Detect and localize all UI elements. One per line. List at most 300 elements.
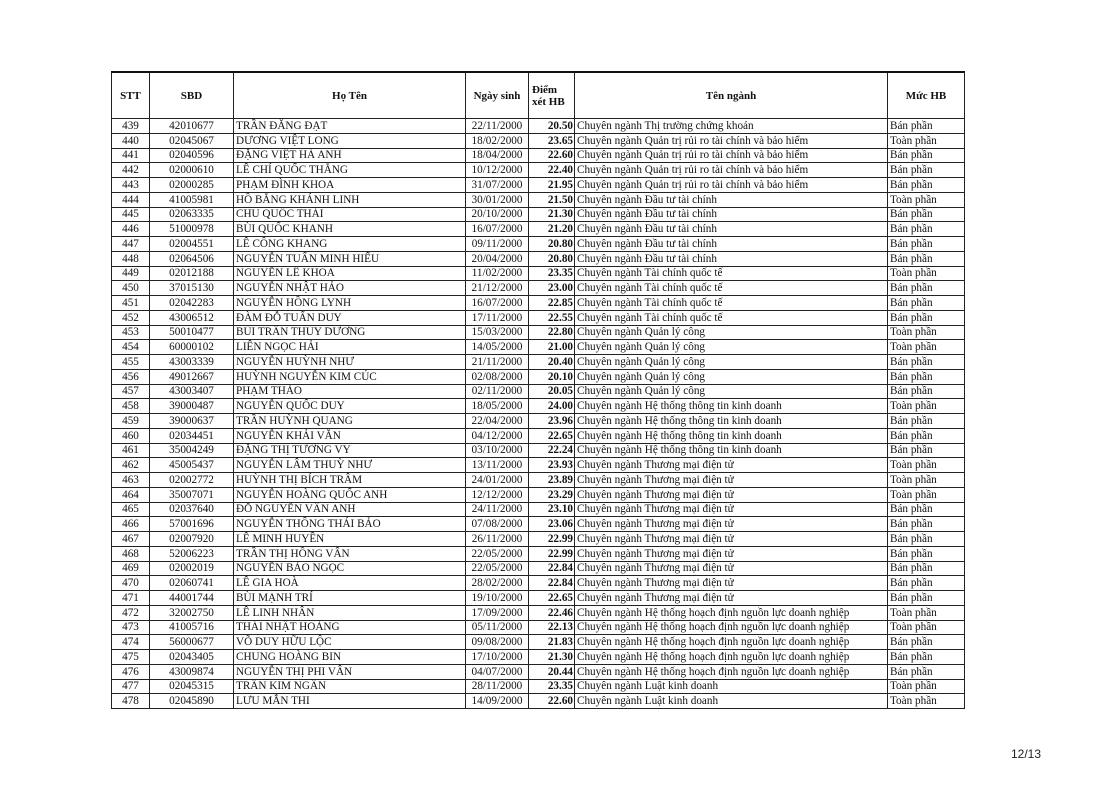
cell-ten-nganh: Chuyên ngành Thương mại điện tử: [575, 473, 888, 488]
cell-stt: 466: [112, 517, 150, 532]
table-row: [112, 119, 965, 134]
cell-muc-hb: Bán phần: [888, 664, 965, 679]
cell-sbd: 49012667: [150, 369, 234, 384]
cell-ngay-sinh: 10/12/2000: [466, 163, 529, 178]
cell-ten-nganh: Chuyên ngành Thương mại điện tử: [575, 576, 888, 591]
cell-stt: 451: [112, 296, 150, 311]
cell-ngay-sinh: 11/02/2000: [466, 266, 529, 281]
cell-ten-nganh: Chuyên ngành Luật kinh doanh: [575, 679, 888, 694]
cell-stt: 456: [112, 369, 150, 384]
cell-ngay-sinh: 15/03/2000: [466, 325, 529, 340]
cell-stt: 475: [112, 650, 150, 665]
cell-sbd: 44001744: [150, 591, 234, 606]
page-number: 12/13: [1011, 747, 1042, 761]
cell-muc-hb: Bán phần: [888, 650, 965, 665]
table-row: [112, 664, 965, 679]
cell-muc-hb: Bán phần: [888, 178, 965, 193]
cell-sbd: 02037640: [150, 502, 234, 517]
cell-sbd: 02042283: [150, 296, 234, 311]
cell-ngay-sinh: 13/11/2000: [466, 458, 529, 473]
cell-sbd: 02007920: [150, 532, 234, 547]
cell-stt: 474: [112, 635, 150, 650]
table-row: [112, 163, 965, 178]
cell-muc-hb: Bán phần: [888, 119, 965, 134]
table-row: [112, 428, 965, 443]
cell-ngay-sinh: 05/11/2000: [466, 620, 529, 635]
cell-muc-hb: Toàn phần: [888, 487, 965, 502]
cell-diem: 21.20: [529, 222, 575, 237]
cell-ngay-sinh: 24/01/2000: [466, 473, 529, 488]
cell-stt: 473: [112, 620, 150, 635]
table-row: [112, 192, 965, 207]
table-row: [112, 694, 965, 709]
cell-ten-nganh: Chuyên ngành Hệ thống hoạch định nguồn lực doanh nghiệp: [575, 650, 888, 665]
cell-ngay-sinh: 14/09/2000: [466, 694, 529, 709]
cell-stt: 444: [112, 192, 150, 207]
table-row: [112, 310, 965, 325]
cell-muc-hb: Toàn phần: [888, 325, 965, 340]
cell-ngay-sinh: 21/12/2000: [466, 281, 529, 296]
cell-ngay-sinh: 26/11/2000: [466, 532, 529, 547]
cell-ten-nganh: Chuyên ngành Quản lý công: [575, 355, 888, 370]
cell-ngay-sinh: 09/11/2000: [466, 237, 529, 252]
cell-ho-ten: HỒ BẰNG KHÁNH LINH: [234, 192, 466, 207]
cell-ten-nganh: Chuyên ngành Hệ thống hoạch định nguồn lực doanh nghiệp: [575, 605, 888, 620]
cell-ten-nganh: Chuyên ngành Thị trường chứng khoán: [575, 119, 888, 134]
cell-ngay-sinh: 21/11/2000: [466, 355, 529, 370]
cell-diem: 21.95: [529, 178, 575, 193]
cell-ngay-sinh: 16/07/2000: [466, 296, 529, 311]
cell-muc-hb: Bán phần: [888, 591, 965, 606]
cell-ten-nganh: Chuyên ngành Quản lý công: [575, 340, 888, 355]
cell-sbd: 43003407: [150, 384, 234, 399]
table-row: [112, 148, 965, 163]
cell-muc-hb: Bán phần: [888, 310, 965, 325]
cell-muc-hb: Bán phần: [888, 369, 965, 384]
table-row: [112, 532, 965, 547]
cell-ho-ten: TRẦN ĐĂNG ĐẠT: [234, 119, 466, 134]
cell-ho-ten: LÊ MINH HUYỀN: [234, 532, 466, 547]
cell-ten-nganh: Chuyên ngành Thương mại điện tử: [575, 591, 888, 606]
cell-muc-hb: Bán phần: [888, 546, 965, 561]
table-row: [112, 443, 965, 458]
cell-ngay-sinh: 22/11/2000: [466, 119, 529, 134]
header-ten-nganh: Tên ngành: [575, 72, 888, 119]
cell-ho-ten: NGUYỄN KHẢI VĂN: [234, 428, 466, 443]
cell-ho-ten: BÙI TRẦN THÙY DƯƠNG: [234, 325, 466, 340]
cell-ngay-sinh: 20/04/2000: [466, 251, 529, 266]
cell-muc-hb: Bán phần: [888, 428, 965, 443]
cell-ten-nganh: Chuyên ngành Quản trị rủi ro tài chính và bảo hiểm: [575, 178, 888, 193]
cell-ho-ten: NGUYỄN TUẤN MINH HIẾU: [234, 251, 466, 266]
cell-ho-ten: NGUYỄN HUỲNH NHƯ: [234, 355, 466, 370]
cell-ho-ten: HUỲNH THỊ BÍCH TRÂM: [234, 473, 466, 488]
cell-ten-nganh: Chuyên ngành Quản trị rủi ro tài chính và bảo hiểm: [575, 133, 888, 148]
header-diem-line1: Điểm: [532, 83, 558, 96]
cell-ngay-sinh: 04/12/2000: [466, 428, 529, 443]
cell-diem: 22.99: [529, 546, 575, 561]
cell-muc-hb: Bán phần: [888, 576, 965, 591]
cell-diem: 21.30: [529, 207, 575, 222]
table-row: [112, 340, 965, 355]
cell-ten-nganh: Chuyên ngành Quản trị rủi ro tài chính và bảo hiểm: [575, 148, 888, 163]
cell-muc-hb: Toàn phần: [888, 473, 965, 488]
cell-stt: 442: [112, 163, 150, 178]
cell-ho-ten: ĐÀM ĐỖ TUẤN DUY: [234, 310, 466, 325]
cell-ho-ten: LƯU MẪN THI: [234, 694, 466, 709]
cell-stt: 448: [112, 251, 150, 266]
table-row: [112, 473, 965, 488]
cell-ngay-sinh: 20/10/2000: [466, 207, 529, 222]
cell-muc-hb: Toàn phần: [888, 620, 965, 635]
cell-stt: 461: [112, 443, 150, 458]
cell-sbd: 56000677: [150, 635, 234, 650]
cell-ten-nganh: Chuyên ngành Quản trị rủi ro tài chính và bảo hiểm: [575, 163, 888, 178]
cell-diem: 22.84: [529, 561, 575, 576]
cell-ngay-sinh: 17/11/2000: [466, 310, 529, 325]
table-row: [112, 650, 965, 665]
cell-stt: 477: [112, 679, 150, 694]
cell-ngay-sinh: 03/10/2000: [466, 443, 529, 458]
cell-ho-ten: NGUYỄN HOÀNG QUỐC ANH: [234, 487, 466, 502]
cell-diem: 21.50: [529, 192, 575, 207]
cell-stt: 459: [112, 414, 150, 429]
cell-ten-nganh: Chuyên ngành Đầu tư tài chính: [575, 192, 888, 207]
table-row: [112, 576, 965, 591]
cell-ten-nganh: Chuyên ngành Thương mại điện tử: [575, 487, 888, 502]
cell-muc-hb: Toàn phần: [888, 133, 965, 148]
cell-ngay-sinh: 22/04/2000: [466, 414, 529, 429]
cell-ngay-sinh: 09/08/2000: [466, 635, 529, 650]
cell-diem: 24.00: [529, 399, 575, 414]
cell-ten-nganh: Chuyên ngành Hệ thống thông tin kinh doanh: [575, 399, 888, 414]
cell-sbd: 42010677: [150, 119, 234, 134]
cell-diem: 22.60: [529, 148, 575, 163]
cell-diem: 23.35: [529, 266, 575, 281]
cell-diem: 20.44: [529, 664, 575, 679]
header-diem-xet-hb: [529, 72, 575, 119]
cell-muc-hb: Bán phần: [888, 635, 965, 650]
cell-muc-hb: Bán phần: [888, 532, 965, 547]
cell-stt: 462: [112, 458, 150, 473]
cell-ho-ten: ĐẶNG THỊ TƯỜNG VY: [234, 443, 466, 458]
cell-stt: 458: [112, 399, 150, 414]
cell-ten-nganh: Chuyên ngành Tài chính quốc tế: [575, 310, 888, 325]
cell-muc-hb: Bán phần: [888, 251, 965, 266]
cell-diem: 23.00: [529, 281, 575, 296]
table-row: [112, 546, 965, 561]
cell-stt: 455: [112, 355, 150, 370]
header-ngay-sinh: Ngày sinh: [466, 72, 529, 119]
cell-ten-nganh: Chuyên ngành Hệ thống thông tin kinh doanh: [575, 428, 888, 443]
cell-stt: 457: [112, 384, 150, 399]
table-row: [112, 591, 965, 606]
cell-stt: 452: [112, 310, 150, 325]
cell-stt: 447: [112, 237, 150, 252]
cell-diem: 22.85: [529, 296, 575, 311]
cell-muc-hb: Toàn phần: [888, 266, 965, 281]
table-header-row: [112, 72, 965, 119]
cell-stt: 465: [112, 502, 150, 517]
cell-diem: 22.99: [529, 532, 575, 547]
cell-ngay-sinh: 18/02/2000: [466, 133, 529, 148]
cell-sbd: 02034451: [150, 428, 234, 443]
table-row: [112, 399, 965, 414]
cell-stt: 467: [112, 532, 150, 547]
cell-stt: 441: [112, 148, 150, 163]
cell-sbd: 39000637: [150, 414, 234, 429]
cell-stt: 471: [112, 591, 150, 606]
cell-ho-ten: LÊ CHÍ QUỐC THẮNG: [234, 163, 466, 178]
table-row: [112, 458, 965, 473]
cell-sbd: 43003339: [150, 355, 234, 370]
cell-ngay-sinh: 22/05/2000: [466, 546, 529, 561]
table-row: [112, 207, 965, 222]
cell-stt: 446: [112, 222, 150, 237]
cell-sbd: 60000102: [150, 340, 234, 355]
cell-stt: 478: [112, 694, 150, 709]
cell-muc-hb: Bán phần: [888, 237, 965, 252]
cell-ten-nganh: Chuyên ngành Hệ thống thông tin kinh doanh: [575, 414, 888, 429]
table-row: [112, 369, 965, 384]
cell-ngay-sinh: 22/05/2000: [466, 561, 529, 576]
cell-stt: 460: [112, 428, 150, 443]
cell-ten-nganh: Chuyên ngành Hệ thống hoạch định nguồn lực doanh nghiệp: [575, 635, 888, 650]
table-row: [112, 620, 965, 635]
cell-ten-nganh: Chuyên ngành Hệ thống hoạch định nguồn lực doanh nghiệp: [575, 664, 888, 679]
cell-sbd: 02000285: [150, 178, 234, 193]
cell-sbd: 37015130: [150, 281, 234, 296]
cell-sbd: 35004249: [150, 443, 234, 458]
table-row: [112, 517, 965, 532]
cell-ten-nganh: Chuyên ngành Quản lý công: [575, 325, 888, 340]
cell-muc-hb: Bán phần: [888, 148, 965, 163]
cell-ho-ten: CHU QUỐC THÁI: [234, 207, 466, 222]
cell-diem: 20.80: [529, 251, 575, 266]
cell-muc-hb: Toàn phần: [888, 679, 965, 694]
cell-ten-nganh: Chuyên ngành Hệ thống thông tin kinh doanh: [575, 443, 888, 458]
table-row: [112, 222, 965, 237]
cell-ten-nganh: Chuyên ngành Luật kinh doanh: [575, 694, 888, 709]
cell-ho-ten: CHUNG HOÀNG BIN: [234, 650, 466, 665]
cell-muc-hb: Bán phần: [888, 222, 965, 237]
table-row: [112, 561, 965, 576]
cell-ho-ten: HUỲNH NGUYỄN KIM CÚC: [234, 369, 466, 384]
cell-muc-hb: Bán phần: [888, 443, 965, 458]
cell-ten-nganh: Chuyên ngành Tài chính quốc tế: [575, 281, 888, 296]
cell-ho-ten: TRẦN HUỲNH QUANG: [234, 414, 466, 429]
cell-muc-hb: Toàn phần: [888, 399, 965, 414]
cell-diem: 20.05: [529, 384, 575, 399]
cell-muc-hb: Bán phần: [888, 502, 965, 517]
table-row: [112, 251, 965, 266]
cell-stt: 472: [112, 605, 150, 620]
cell-diem: 20.40: [529, 355, 575, 370]
header-ho-ten: Họ Tên: [234, 72, 466, 119]
cell-sbd: 51000978: [150, 222, 234, 237]
cell-stt: 470: [112, 576, 150, 591]
cell-ten-nganh: Chuyên ngành Đầu tư tài chính: [575, 251, 888, 266]
cell-sbd: 50010477: [150, 325, 234, 340]
cell-diem: 21.00: [529, 340, 575, 355]
cell-muc-hb: Bán phần: [888, 163, 965, 178]
cell-ten-nganh: Chuyên ngành Thương mại điện tử: [575, 546, 888, 561]
table-row: [112, 384, 965, 399]
cell-sbd: 35007071: [150, 487, 234, 502]
cell-ho-ten: NGUYỄN QUỐC DUY: [234, 399, 466, 414]
cell-stt: 463: [112, 473, 150, 488]
cell-ten-nganh: Chuyên ngành Quản lý công: [575, 384, 888, 399]
table-row: [112, 178, 965, 193]
cell-sbd: 41005981: [150, 192, 234, 207]
cell-ten-nganh: Chuyên ngành Đầu tư tài chính: [575, 207, 888, 222]
cell-stt: 443: [112, 178, 150, 193]
cell-ho-ten: TRẦN THỊ HỒNG VÂN: [234, 546, 466, 561]
cell-sbd: 02012188: [150, 266, 234, 281]
cell-stt: 469: [112, 561, 150, 576]
scholarship-table-page: [111, 71, 964, 709]
cell-sbd: 32002750: [150, 605, 234, 620]
cell-ho-ten: DƯƠNG VIỆT LONG: [234, 133, 466, 148]
table-row: [112, 414, 965, 429]
cell-ho-ten: PHẠM ĐÌNH KHOA: [234, 178, 466, 193]
cell-diem: 23.35: [529, 679, 575, 694]
cell-stt: 464: [112, 487, 150, 502]
cell-sbd: 02064506: [150, 251, 234, 266]
cell-ngay-sinh: 04/07/2000: [466, 664, 529, 679]
cell-ho-ten: NGUYỄN BẢO NGỌC: [234, 561, 466, 576]
cell-ten-nganh: Chuyên ngành Thương mại điện tử: [575, 458, 888, 473]
cell-ngay-sinh: 17/09/2000: [466, 605, 529, 620]
cell-diem: 21.83: [529, 635, 575, 650]
cell-sbd: 02045067: [150, 133, 234, 148]
cell-muc-hb: Bán phần: [888, 207, 965, 222]
cell-diem: 23.89: [529, 473, 575, 488]
cell-ngay-sinh: 16/07/2000: [466, 222, 529, 237]
table-row: [112, 237, 965, 252]
table-row: [112, 679, 965, 694]
cell-ho-ten: NGUYỄN LÊ KHOA: [234, 266, 466, 281]
cell-sbd: 02040596: [150, 148, 234, 163]
cell-diem: 22.46: [529, 605, 575, 620]
cell-diem: 23.10: [529, 502, 575, 517]
cell-ngay-sinh: 07/08/2000: [466, 517, 529, 532]
cell-ho-ten: LIÊN NGỌC HẢI: [234, 340, 466, 355]
cell-ngay-sinh: 19/10/2000: [466, 591, 529, 606]
cell-stt: 468: [112, 546, 150, 561]
cell-diem: 22.60: [529, 694, 575, 709]
cell-ten-nganh: Chuyên ngành Quản lý công: [575, 369, 888, 384]
cell-ngay-sinh: 02/08/2000: [466, 369, 529, 384]
cell-ho-ten: ĐỖ NGUYỄN VÂN ANH: [234, 502, 466, 517]
cell-muc-hb: Bán phần: [888, 355, 965, 370]
scholarship-table: [111, 71, 965, 709]
cell-ten-nganh: Chuyên ngành Đầu tư tài chính: [575, 237, 888, 252]
cell-muc-hb: Toàn phần: [888, 192, 965, 207]
cell-ngay-sinh: 17/10/2000: [466, 650, 529, 665]
cell-ho-ten: NGUYỄN HỒNG LYNH: [234, 296, 466, 311]
cell-sbd: 43006512: [150, 310, 234, 325]
cell-ho-ten: LÊ CÔNG KHANG: [234, 237, 466, 252]
cell-diem: 21.30: [529, 650, 575, 665]
cell-sbd: 02045315: [150, 679, 234, 694]
cell-stt: 445: [112, 207, 150, 222]
cell-diem: 22.55: [529, 310, 575, 325]
cell-diem: 23.06: [529, 517, 575, 532]
cell-ngay-sinh: 18/04/2000: [466, 148, 529, 163]
cell-ho-ten: THÁI NHẬT HOÀNG: [234, 620, 466, 635]
cell-ho-ten: TRẦN KIM NGÂN: [234, 679, 466, 694]
cell-stt: 449: [112, 266, 150, 281]
cell-sbd: 02045890: [150, 694, 234, 709]
table-row: [112, 266, 965, 281]
cell-ngay-sinh: 14/05/2000: [466, 340, 529, 355]
cell-sbd: 52006223: [150, 546, 234, 561]
cell-diem: 22.24: [529, 443, 575, 458]
cell-ho-ten: NGUYỄN NHẬT HẢO: [234, 281, 466, 296]
cell-diem: 20.50: [529, 119, 575, 134]
cell-ho-ten: LÊ GIA HOÀ: [234, 576, 466, 591]
cell-ho-ten: NGUYỄN THÔNG THÁI BẢO: [234, 517, 466, 532]
table-row: [112, 502, 965, 517]
cell-ngay-sinh: 12/12/2000: [466, 487, 529, 502]
cell-muc-hb: Toàn phần: [888, 605, 965, 620]
cell-stt: 476: [112, 664, 150, 679]
cell-sbd: 02000610: [150, 163, 234, 178]
cell-ngay-sinh: 30/01/2000: [466, 192, 529, 207]
cell-ten-nganh: Chuyên ngành Đầu tư tài chính: [575, 222, 888, 237]
cell-ho-ten: VÕ DUY HỮU LỘC: [234, 635, 466, 650]
cell-ngay-sinh: 02/11/2000: [466, 384, 529, 399]
cell-diem: 22.65: [529, 428, 575, 443]
cell-muc-hb: Bán phần: [888, 384, 965, 399]
cell-diem: 22.40: [529, 163, 575, 178]
table-row: [112, 487, 965, 502]
cell-ten-nganh: Chuyên ngành Hệ thống hoạch định nguồn lực doanh nghiệp: [575, 620, 888, 635]
cell-muc-hb: Toàn phần: [888, 458, 965, 473]
cell-ten-nganh: Chuyên ngành Tài chính quốc tế: [575, 296, 888, 311]
cell-ngay-sinh: 28/02/2000: [466, 576, 529, 591]
table-row: [112, 635, 965, 650]
cell-diem: 22.84: [529, 576, 575, 591]
table-row: [112, 605, 965, 620]
cell-muc-hb: Bán phần: [888, 281, 965, 296]
cell-ten-nganh: Chuyên ngành Tài chính quốc tế: [575, 266, 888, 281]
cell-sbd: 02004551: [150, 237, 234, 252]
cell-muc-hb: Toàn phần: [888, 340, 965, 355]
table-row: [112, 133, 965, 148]
cell-stt: 440: [112, 133, 150, 148]
table-row: [112, 281, 965, 296]
cell-sbd: 02002019: [150, 561, 234, 576]
cell-diem: 20.10: [529, 369, 575, 384]
cell-diem: 23.29: [529, 487, 575, 502]
cell-sbd: 39000487: [150, 399, 234, 414]
cell-ho-ten: BÙI MẠNH TRÍ: [234, 591, 466, 606]
header-muc-hb: Mức HB: [888, 72, 965, 119]
table-body: [112, 119, 965, 709]
cell-sbd: 57001696: [150, 517, 234, 532]
cell-diem: 23.96: [529, 414, 575, 429]
cell-diem: 22.65: [529, 591, 575, 606]
cell-muc-hb: Bán phần: [888, 561, 965, 576]
cell-ho-ten: NGUYỄN THỊ PHI VÂN: [234, 664, 466, 679]
table-row: [112, 296, 965, 311]
header-diem-line2: xét HB: [532, 95, 565, 108]
cell-ho-ten: PHẠM THẢO: [234, 384, 466, 399]
cell-sbd: 45005437: [150, 458, 234, 473]
cell-sbd: 02043405: [150, 650, 234, 665]
